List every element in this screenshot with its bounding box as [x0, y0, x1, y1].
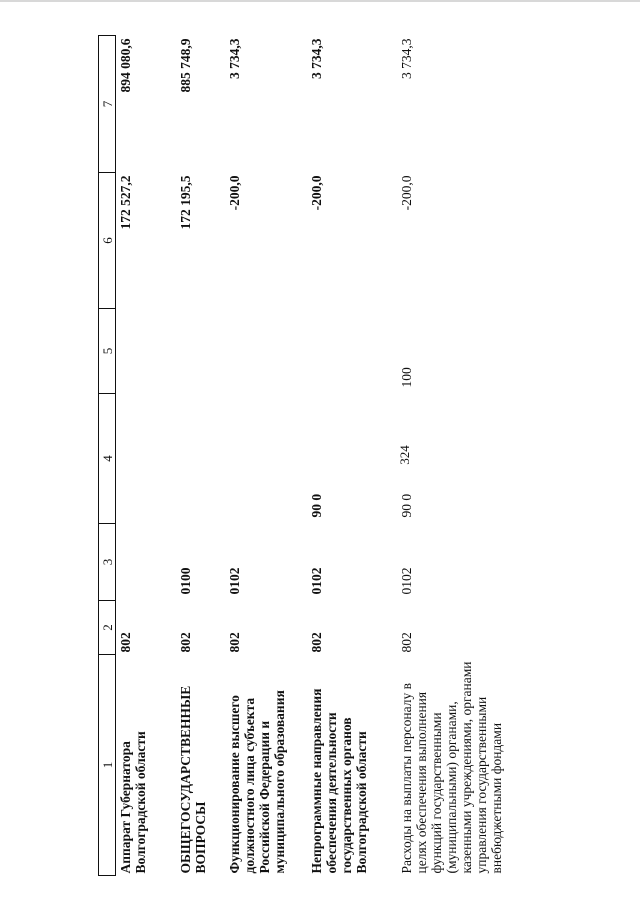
cell-ved: 802 [227, 632, 242, 653]
cell-ved: 802 [399, 632, 414, 653]
top-rule [0, 0, 640, 2]
cell-section: 0102 [309, 567, 324, 595]
cell-total: 894 080,6 [118, 38, 133, 93]
budget-table [98, 35, 564, 876]
table-row [225, 36, 307, 876]
cell-total: 885 748,9 [178, 38, 193, 93]
row-name: Расходы на выплаты персоналу в целях обеспечения выполнения функций государственными (муниципальными) органами, казенными учреждениями, органами управления государственными внебюджетными фондами [399, 661, 504, 874]
header-cell: 6 [99, 173, 116, 309]
table-row [176, 36, 225, 876]
cell-target: 90 0 [399, 493, 414, 518]
rotated-page [98, 36, 614, 876]
header-cell: 1 [99, 655, 116, 876]
cell-total: 3 734,3 [309, 38, 324, 79]
row-name: Непрограммные направления обеспечения деятельности государственных органов Волгоградской области [309, 688, 369, 874]
header-cell: 5 [99, 309, 116, 394]
header-cell: 3 [99, 524, 116, 601]
cell-change: 172 527,2 [118, 175, 133, 230]
cell-type [225, 309, 307, 394]
table-row [307, 36, 389, 876]
cell-section: 0100 [178, 567, 193, 595]
cell-change: 172 195,5 [178, 175, 193, 230]
header-cell: 2 [99, 601, 116, 655]
cell-total: 3 734,3 [399, 38, 414, 79]
row-name: ОБЩЕГОСУДАРСТВЕННЫЕ ВОПРОСЫ [178, 685, 208, 874]
cell-type [307, 309, 389, 394]
cell-change: -200,0 [227, 175, 242, 211]
table-row [389, 36, 564, 876]
page-number: 324 [397, 445, 412, 465]
header-row [99, 36, 116, 876]
header-cell: 4 [99, 394, 116, 524]
cell-change: -200,0 [399, 175, 414, 211]
cell-target: 90 0 [309, 493, 324, 518]
row-name: Аппарат Губернатора Волгоградской области [118, 731, 148, 874]
table-row [116, 36, 177, 876]
cell-target [116, 394, 177, 524]
cell-section [116, 524, 177, 601]
cell-type [176, 309, 225, 394]
cell-target [225, 394, 307, 524]
cell-ved: 802 [118, 632, 133, 653]
header-cell: 7 [99, 36, 116, 173]
cell-section: 0102 [399, 567, 414, 595]
cell-total: 3 734,3 [227, 38, 242, 79]
cell-type [116, 309, 177, 394]
cell-change: -200,0 [309, 175, 324, 211]
cell-section: 0102 [227, 567, 242, 595]
cell-ved: 802 [309, 632, 324, 653]
cell-target [176, 394, 225, 524]
row-name: Функционирование высшего должностного лица субъекта Российской Федерации и муниципального образования [227, 690, 287, 874]
cell-ved: 802 [178, 632, 193, 653]
cell-type: 100 [399, 367, 414, 388]
